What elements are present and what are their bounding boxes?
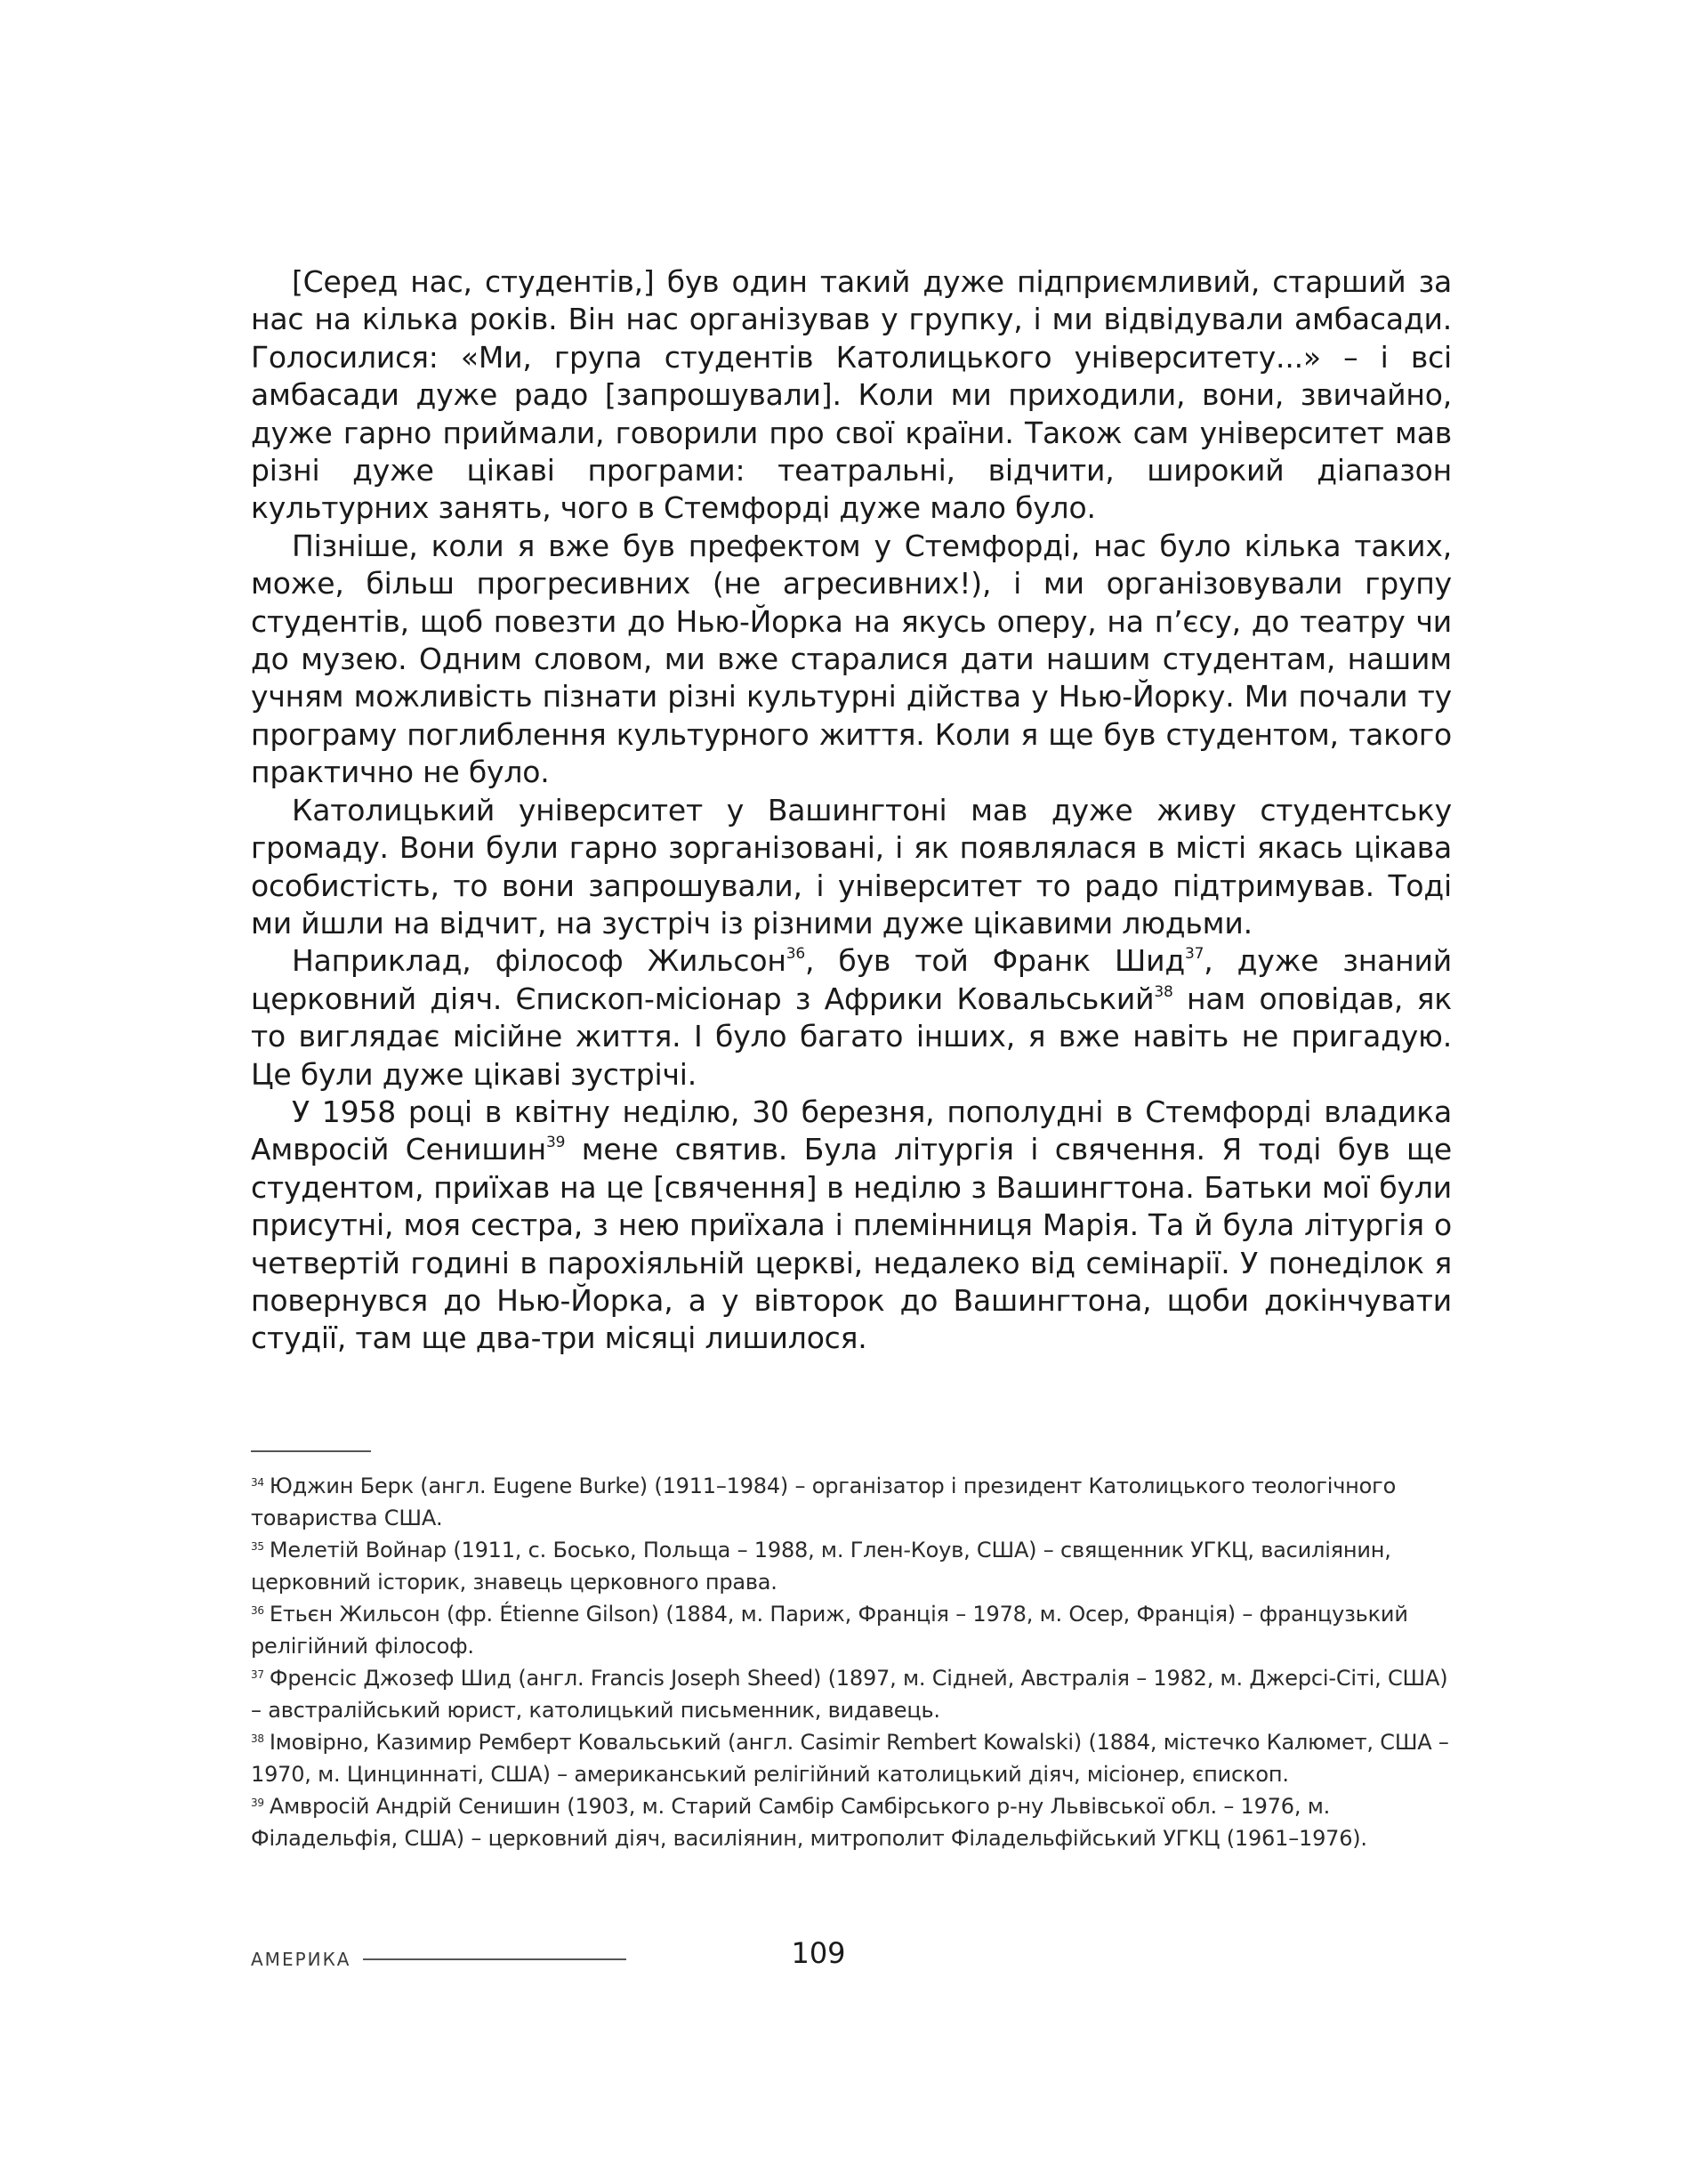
footnote-text: Амвросій Андрій Сенишин (1903, м. Старий Самбір Самбірського р-ну Львівської обл. – 1976, м. Філадельфія, США) – церковний діяч, василіянин, митрополит Філадельфійський УГКЦ (1961–1976). <box>251 1794 1367 1851</box>
footnote-text: Мелетій Войнар (1911, с. Босько, Польща – 1988, м. Глен-Коув, США) – священник УГКЦ, василіянин, церковний історик, знавець церковного права. <box>251 1538 1391 1595</box>
footnote-ref: 39 <box>545 1134 566 1152</box>
paragraph <box>251 792 1452 943</box>
text-run: [Серед нас, студентів,] був один такий дуже підприємливий, старший за нас на кілька років. Він нас організував у групку, і ми відвідували амбасади. Голосилися: «Ми, група студентів Католицького університету...» – і всі амбасади дуже радо [запрошували]. Коли ми приходили, вони, звичайно, дуже гарно приймали, говорили про свої країни. Також сам університет мав різні дуже цікаві програми: театральні, відчити, широкий діапазон культурних занять, чого в Стемфорді дуже мало було. <box>251 264 1452 526</box>
running-head-rule <box>363 1958 626 1960</box>
page-number: 109 <box>791 1936 846 1970</box>
footnote <box>251 1726 1452 1790</box>
footnote <box>251 1790 1452 1854</box>
footnote <box>251 1662 1452 1726</box>
paragraph <box>251 1094 1452 1358</box>
paragraph <box>251 263 1452 528</box>
text-run: , дуже знаний церковний діяч. Єпископ-місіонар з Африки Ковальський <box>251 943 1452 1016</box>
paragraph <box>251 528 1452 792</box>
text-run: У 1958 році в квітну неділю, 30 березня, пополудні в Стемфорді владика Амвросій Сенишин <box>251 1094 1452 1167</box>
footnote <box>251 1534 1452 1598</box>
footnote-number: 39 <box>251 1797 264 1809</box>
text-run: , був той Франк Шид <box>804 943 1185 979</box>
running-head-title: АМЕРИКА <box>251 1949 351 1970</box>
footnote-ref: 38 <box>1154 982 1173 1001</box>
text-run: мене святив. Була літургія і свячення. Я тоді був ще студентом, приїхав на це [свячення] в неділю з Вашингтона. Батьки мої були присутні, моя сестра, з нею приїхала і племінниця Марія. Та й була літургія о четвертій годині в парохіяльній церкві, недалеко від семінарії. У понеділок я повернувся до Нью-Йорка, а у вівторок до Вашингтона, щоби докінчувати студії, там ще два-три місяці лишилося. <box>251 1132 1452 1356</box>
footnote-ref: 36 <box>786 945 805 964</box>
text-run: Католицький університет у Вашингтоні мав дуже живу студентську громаду. Вони були гарно зорганізовані, і як появлялася в місті якась цікава особистість, то вони запрошували, і університет то радо підтримував. Тоді ми йшли на відчит, на зустріч із різними дуже цікавими людьми. <box>251 792 1452 941</box>
footnote-number: 38 <box>251 1732 264 1745</box>
paragraph <box>251 942 1452 1094</box>
footnote-text: Етьєн Жильсон (фр. Étienne Gilson) (1884, м. Париж, Франція – 1978, м. Осер, Франція) – французький релігійний філософ. <box>251 1602 1408 1659</box>
footnote-separator <box>251 1450 371 1452</box>
footnote-text: Юджин Берк (англ. Eugene Burke) (1911–1984) – організатор і президент Католицького теологічного товариства США. <box>251 1474 1397 1530</box>
footnote-text: Френсіс Джозеф Шид (англ. Francis Joseph Sheed) (1897, м. Сідней, Австралія – 1982, м. Джерсі-Сіті, США) – австралійський юрист, католицький письменник, видавець. <box>251 1666 1448 1723</box>
text-run: Наприклад, філософ Жильсон <box>292 943 786 979</box>
running-head <box>251 1949 626 1970</box>
footnote-number: 36 <box>251 1604 264 1617</box>
footnote-number: 34 <box>251 1476 264 1489</box>
text-run: нам оповідав, як то виглядає місійне життя. І було багато інших, я вже навіть не пригадую. Це були дуже цікаві зустрічі. <box>251 981 1452 1092</box>
main-text <box>251 263 1452 1358</box>
footnote <box>251 1470 1452 1534</box>
footnotes <box>251 1470 1452 1854</box>
footnote <box>251 1598 1452 1662</box>
footnote-number: 35 <box>251 1540 264 1553</box>
text-run: Пізніше, коли я вже був префектом у Стемфорді, нас було кілька таких, може, більш прогресивних (не агресивних!), і ми організовували групу студентів, щоб повезти до Нью-Йорка на якусь оперу, на п’єсу, до театру чи до музею. Одним словом, ми вже старалися дати нашим студентам, нашим учням можливість пізнати різні культурні дійства у Нью-Йорку. Ми почали ту програму поглиблення культурного життя. Коли я ще був студентом, такого практично не було. <box>251 528 1452 790</box>
footnote-ref: 37 <box>1184 945 1204 964</box>
footnote-number: 37 <box>251 1668 264 1681</box>
footnote-text: Імовірно, Казимир Ремберт Ковальський (англ. Casimir Rembert Kowalski) (1884, містечко Калюмет, США – 1970, м. Цинциннаті, США) – американський релігійний католицький діяч, місіонер, єпископ. <box>251 1730 1449 1787</box>
